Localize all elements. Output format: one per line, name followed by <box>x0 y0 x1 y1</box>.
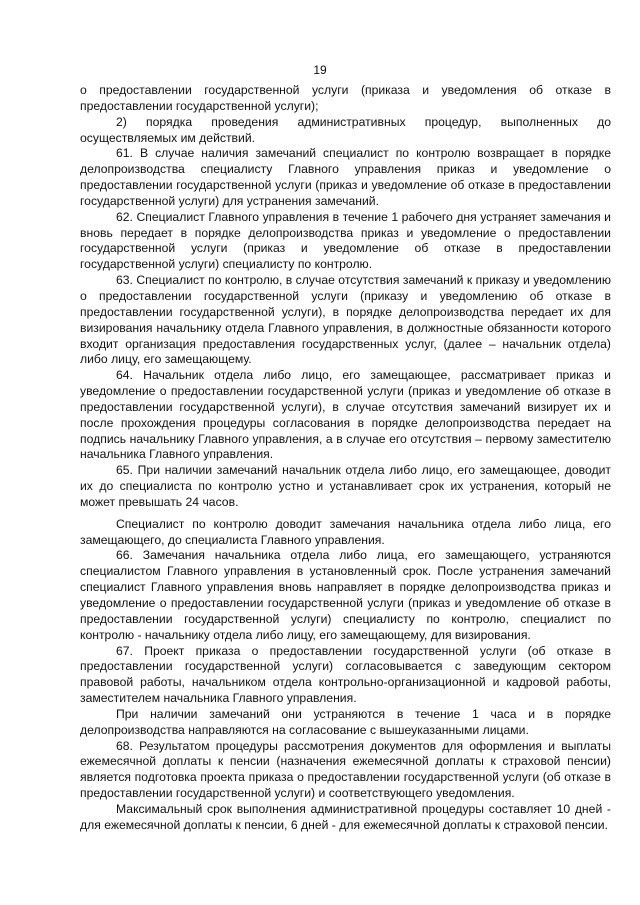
page-number: 19 <box>313 63 327 77</box>
paragraph: При наличии замечаний они устраняются в течение 1 часа и в порядке делопроизводства направляются на согласование с вышеуказанными лицами. <box>80 706 611 737</box>
paragraph: 61. В случае наличия замечаний специалист по контролю возвращает в порядке делопроизводства специалисту Главного управления приказ и уведомление о предоставлении государственной услуги (приказ и уведомление об отказе в предоставлении государственной услуги) для устранения замечаний. <box>80 146 611 208</box>
paragraph: 67. Проект приказа о предоставлении государственной услуги (об отказе в предоставлении государственной услуги) согласовывается с заведующим сектором правовой работы, начальником отдела контрольно-организационной и кадровой работы, заместителем начальника Главного управления. <box>80 643 611 706</box>
paragraph: о предоставлении государственной услуги (приказа и уведомления об отказе в предоставлении государственной услуги); <box>80 83 611 113</box>
paragraph: Специалист по контролю доводит замечания начальника отдела либо лица, его замещающего, до специалиста Главного управления. <box>80 516 611 547</box>
paragraph: 65. При наличии замечаний начальник отдела либо лицо, его замещающее, доводит их до специалиста по контролю устно и устанавливает срок их устранения, который не может превышать 24 часов. <box>80 463 611 509</box>
paragraph: 64. Начальник отдела либо лицо, его замещающее, рассматривает приказ и уведомление о предоставлении государственной услуги (приказ и уведомление об отказе в предоставлении государственной услуги), в случае отсутствия замечаний визирует их и после прохождения процедуры согласования в порядке делопроизводства передает на подпись начальнику Главного управления, а в случае его отсутствия – первому заместителю начальника Главного управления. <box>80 368 611 462</box>
paragraph: 62. Специалист Главного управления в течение 1 рабочего дня устраняет замечания и вновь передает в порядке делопроизводства приказ и уведомление о предоставлении государственной услуги (приказ и уведомление об отказе в предоставлении государственной услуги) специалисту по контролю. <box>80 209 611 272</box>
paragraph: Максимальный срок выполнения административной процедуры составляет 10 дней - для ежемесячной доплаты к пенсии, 6 дней - для ежемесячной доплаты к страховой пенсии. <box>80 801 611 832</box>
document-body <box>80 83 611 834</box>
paragraph: 68. Результатом процедуры рассмотрения документов для оформления и выплаты ежемесячной доплаты к пенсии (назначения ежемесячной доплаты к страховой пенсии) является подготовка проекта приказа о предоставлении государственной услуги (об отказе в предоставлении государственной услуги) и соответствующего уведомления. <box>80 738 611 801</box>
paragraph: 2) порядка проведения административных процедур, выполненных до осуществляемых им действий. <box>80 114 611 145</box>
paragraph: 66. Замечания начальника отдела либо лица, его замещающего, устраняются специалистом Главного управления в установленный срок. После устранения замечаний специалист Главного управления вновь направляет в порядке делопроизводства приказ и уведомление о предоставлении государственной услуги (приказ и уведомление об отказе в предоставлении государственной услуги) специалисту по контролю, специалист по контролю - начальнику отдела либо лицу, его замещающему, для визирования. <box>80 548 611 642</box>
paragraph: 63. Специалист по контролю, в случае отсутствия замечаний к приказу и уведомлению о предоставлении государственной услуги (приказу и уведомлению об отказе в предоставлении государственной услуги), в порядке делопроизводства передает их для визирования начальнику отдела Главного управления, в должностные обязанности которого входит организация предоставления государственных услуг, (далее – начальник отдела) либо лицу, его замещающему. <box>80 273 611 367</box>
